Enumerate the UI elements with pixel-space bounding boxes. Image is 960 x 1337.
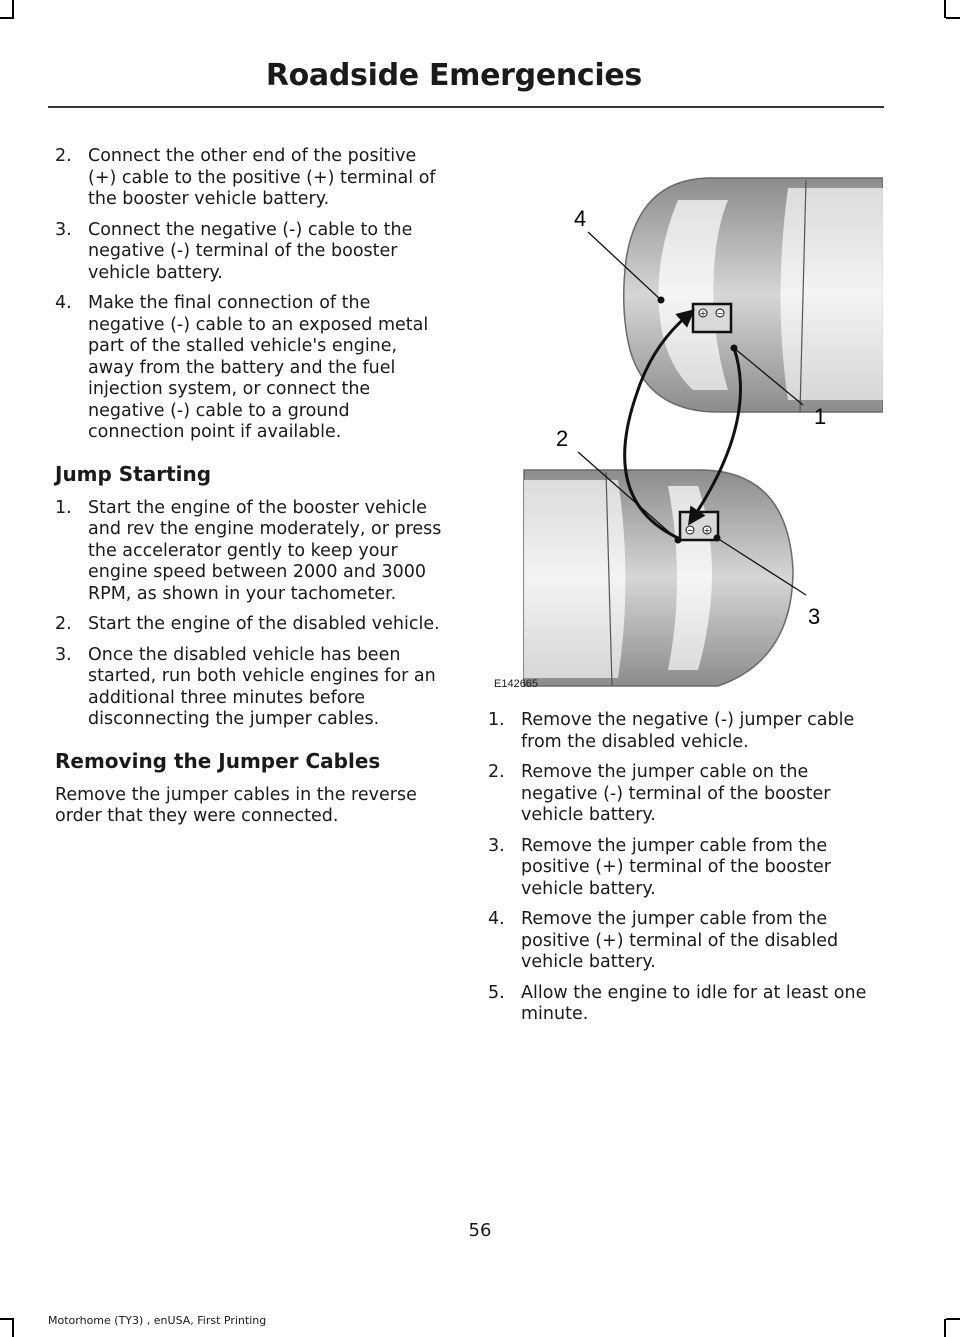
step-number: 4. [55, 293, 72, 313]
booster-vehicle [524, 470, 793, 686]
battery-positive-icon: + [699, 309, 707, 318]
step-text: Connect the negative (-) cable to the negative (-) terminal of the booster vehicle battery. [88, 219, 413, 283]
right-column [488, 710, 880, 1035]
step-number: 5. [488, 982, 505, 1003]
list-item [55, 146, 447, 211]
step-text: Once the disabled vehicle has been started, run both vehicle engines for an additional three minutes before disconnecting the jumper cables. [88, 644, 436, 729]
step-number: 4. [488, 909, 505, 929]
battery-positive-icon: + [703, 526, 711, 535]
step-text: Remove the negative (-) jumper cable from the disabled vehicle. [521, 710, 855, 752]
list-item [55, 614, 447, 636]
crop-mark [0, 1318, 14, 1320]
header-rule [48, 106, 884, 108]
step-text: Remove the jumper cable from the positive (+) terminal of the booster vehicle battery. [521, 835, 831, 899]
crop-mark [946, 1318, 960, 1320]
page-number: 56 [468, 1220, 492, 1241]
callout-4: 4 [574, 206, 587, 231]
list-item [55, 645, 447, 731]
step-number: 3. [55, 219, 72, 240]
crop-mark [944, 0, 946, 18]
removing-paragraph: Remove the jumper cables in the reverse order that they were connected. [55, 784, 417, 826]
callout-1: 1 [814, 404, 827, 429]
crop-mark [12, 0, 14, 18]
list-item [488, 983, 880, 1026]
step-number: 2. [55, 146, 72, 166]
page-title: Roadside Emergencies [265, 58, 642, 93]
step-text: Start the engine of the disabled vehicle. [88, 614, 440, 634]
left-column [55, 146, 447, 828]
crop-mark [12, 1319, 14, 1337]
crop-mark [944, 1319, 946, 1337]
crop-mark [0, 17, 14, 19]
step-number: 2. [55, 614, 72, 634]
step-text: Remove the jumper cable from the positive (+) terminal of the disabled vehicle battery. [521, 909, 839, 972]
step-number: 1. [488, 710, 505, 730]
booster-battery [680, 512, 718, 540]
list-item [55, 220, 447, 285]
step-number: 3. [488, 835, 505, 856]
step-number: 3. [55, 644, 72, 665]
list-item [488, 909, 880, 974]
jump-steps-list [55, 498, 447, 731]
callout-2: 2 [556, 426, 569, 451]
disabled-battery [693, 304, 731, 332]
list-item [55, 293, 447, 444]
battery-negative-icon: − [686, 526, 694, 535]
removal-steps-list [488, 710, 880, 1026]
list-item [488, 710, 880, 753]
step-text: Make the final connection of the negative (-) cable to an exposed metal part of the stalled vehicle's engine, away from the battery and the fuel injection system, or connect the negative (-) cable to a ground connection point if available. [88, 293, 429, 442]
callout-3: 3 [808, 604, 821, 629]
disabled-vehicle [624, 178, 883, 412]
footer-text: Motorhome (TY3) , enUSA, First Printing [48, 1314, 267, 1327]
section-heading-jump-starting: Jump Starting [55, 461, 212, 486]
diagram-svg [488, 150, 883, 698]
crop-mark [946, 17, 960, 19]
list-item [55, 498, 447, 606]
step-text: Remove the jumper cable on the negative (-) terminal of the booster vehicle battery. [521, 762, 831, 825]
list-item [488, 762, 880, 827]
step-text: Connect the other end of the positive (+) cable to the positive (+) terminal of the booster vehicle battery. [88, 146, 436, 209]
section-heading-removing-cables: Removing the Jumper Cables [55, 748, 381, 773]
step-number: 1. [55, 497, 72, 518]
step-number: 2. [488, 762, 505, 782]
step-text: Start the engine of the booster vehicle and rev the engine moderately, or press the accelerator gently to keep your engine speed between 2000 and 3000 RPM, as shown in your tachometer. [88, 497, 442, 604]
jump-start-diagram [488, 150, 883, 698]
figure-id: E142665 [494, 678, 539, 690]
step-text: Allow the engine to idle for at least one minute. [521, 982, 867, 1024]
battery-negative-icon: − [716, 309, 724, 318]
connect-steps-list [55, 146, 447, 444]
list-item [488, 836, 880, 901]
